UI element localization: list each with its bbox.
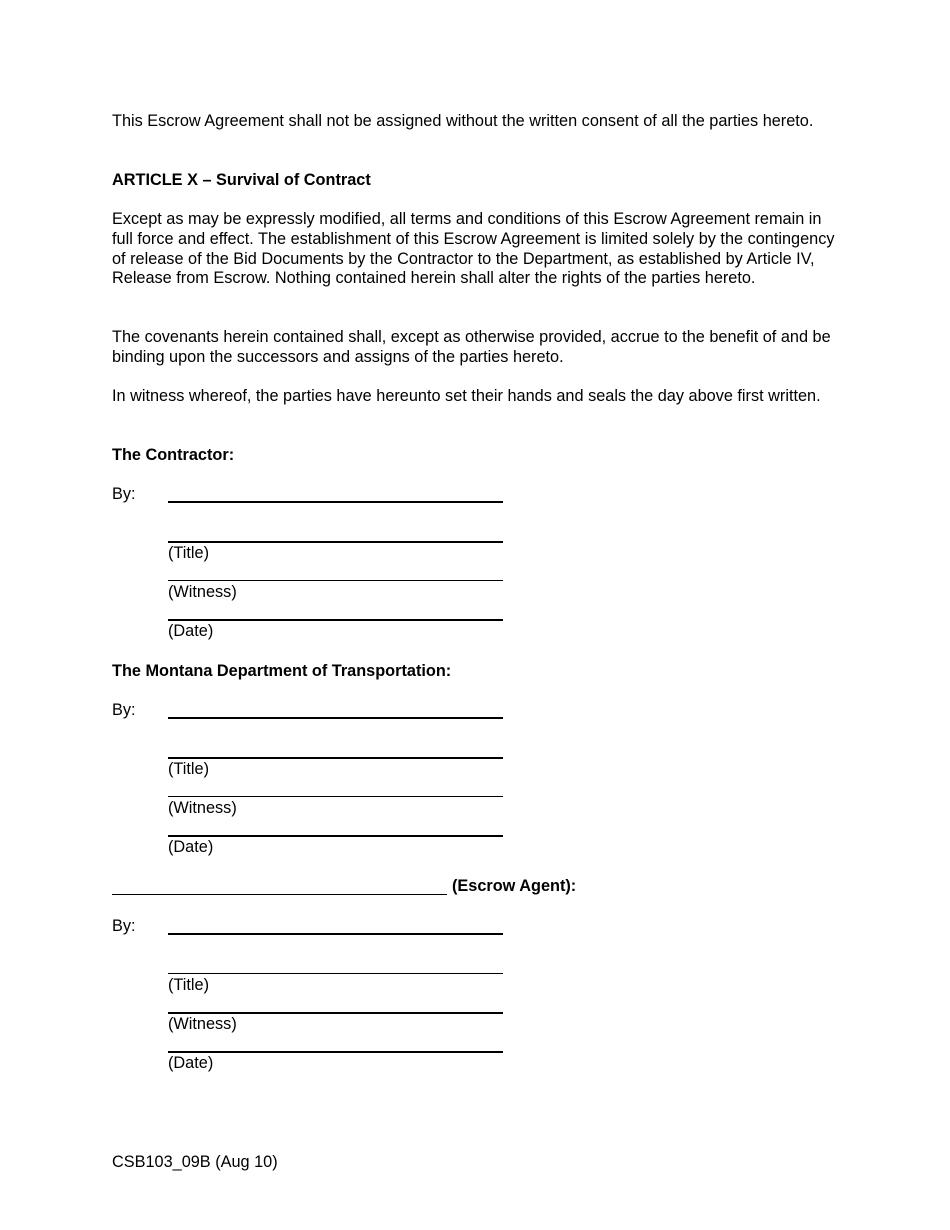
contractor-date-caption: (Date) [168,622,214,640]
department-title-line[interactable] [168,757,503,759]
contractor-signature-line[interactable] [168,501,503,503]
contractor-title-caption: (Title) [168,544,209,562]
department-title-caption: (Title) [168,760,209,778]
witness-paragraph: In witness whereof, the parties have hereunto set their hands and seals the day above first written. [112,387,821,405]
contractor-by-label: By: [112,485,136,503]
survival-paragraph: Except as may be expressly modified, all terms and conditions of this Escrow Agreement remain in full force and effect. The establishment of this Escrow Agreement is limited solely by the contingency of release of the Bid Documents by the Contractor to the Department, as established by Article IV, Release from Escrow. Nothing contained herein shall alter the rights of the parties hereto. [112,210,835,288]
contractor-witness-line[interactable] [168,580,503,581]
contractor-witness-caption: (Witness) [168,583,237,601]
escrow-agent-signature-line[interactable] [168,933,503,935]
escrow-agent-witness-line[interactable] [168,1012,503,1014]
covenants-paragraph: The covenants herein contained shall, except as otherwise provided, accrue to the benefit of and be binding upon the successors and assigns of the parties hereto. [112,328,831,366]
contractor-date-line[interactable] [168,619,503,621]
assignment-paragraph: This Escrow Agreement shall not be assigned without the written consent of all the parties hereto. [112,112,814,130]
department-signature-line[interactable] [168,717,503,719]
contractor-title-line[interactable] [168,541,503,543]
department-date-line[interactable] [168,835,503,837]
form-number-footer: CSB103_09B (Aug 10) [112,1153,278,1171]
escrow-agent-witness-caption: (Witness) [168,1015,237,1033]
escrow-agent-by-label: By: [112,917,136,935]
escrow-agent-name-line[interactable] [112,894,447,895]
department-witness-line[interactable] [168,796,503,797]
department-witness-caption: (Witness) [168,799,237,817]
escrow-agent-title-line[interactable] [168,973,503,974]
contractor-heading: The Contractor: [112,446,235,464]
department-date-caption: (Date) [168,838,214,856]
article-x-heading: ARTICLE X – Survival of Contract [112,171,371,189]
department-heading: The Montana Department of Transportation: [112,662,452,680]
escrow-agent-heading: (Escrow Agent): [452,877,577,895]
escrow-agent-date-caption: (Date) [168,1054,214,1072]
escrow-agent-date-line[interactable] [168,1051,503,1053]
department-by-label: By: [112,701,136,719]
escrow-agent-title-caption: (Title) [168,976,209,994]
